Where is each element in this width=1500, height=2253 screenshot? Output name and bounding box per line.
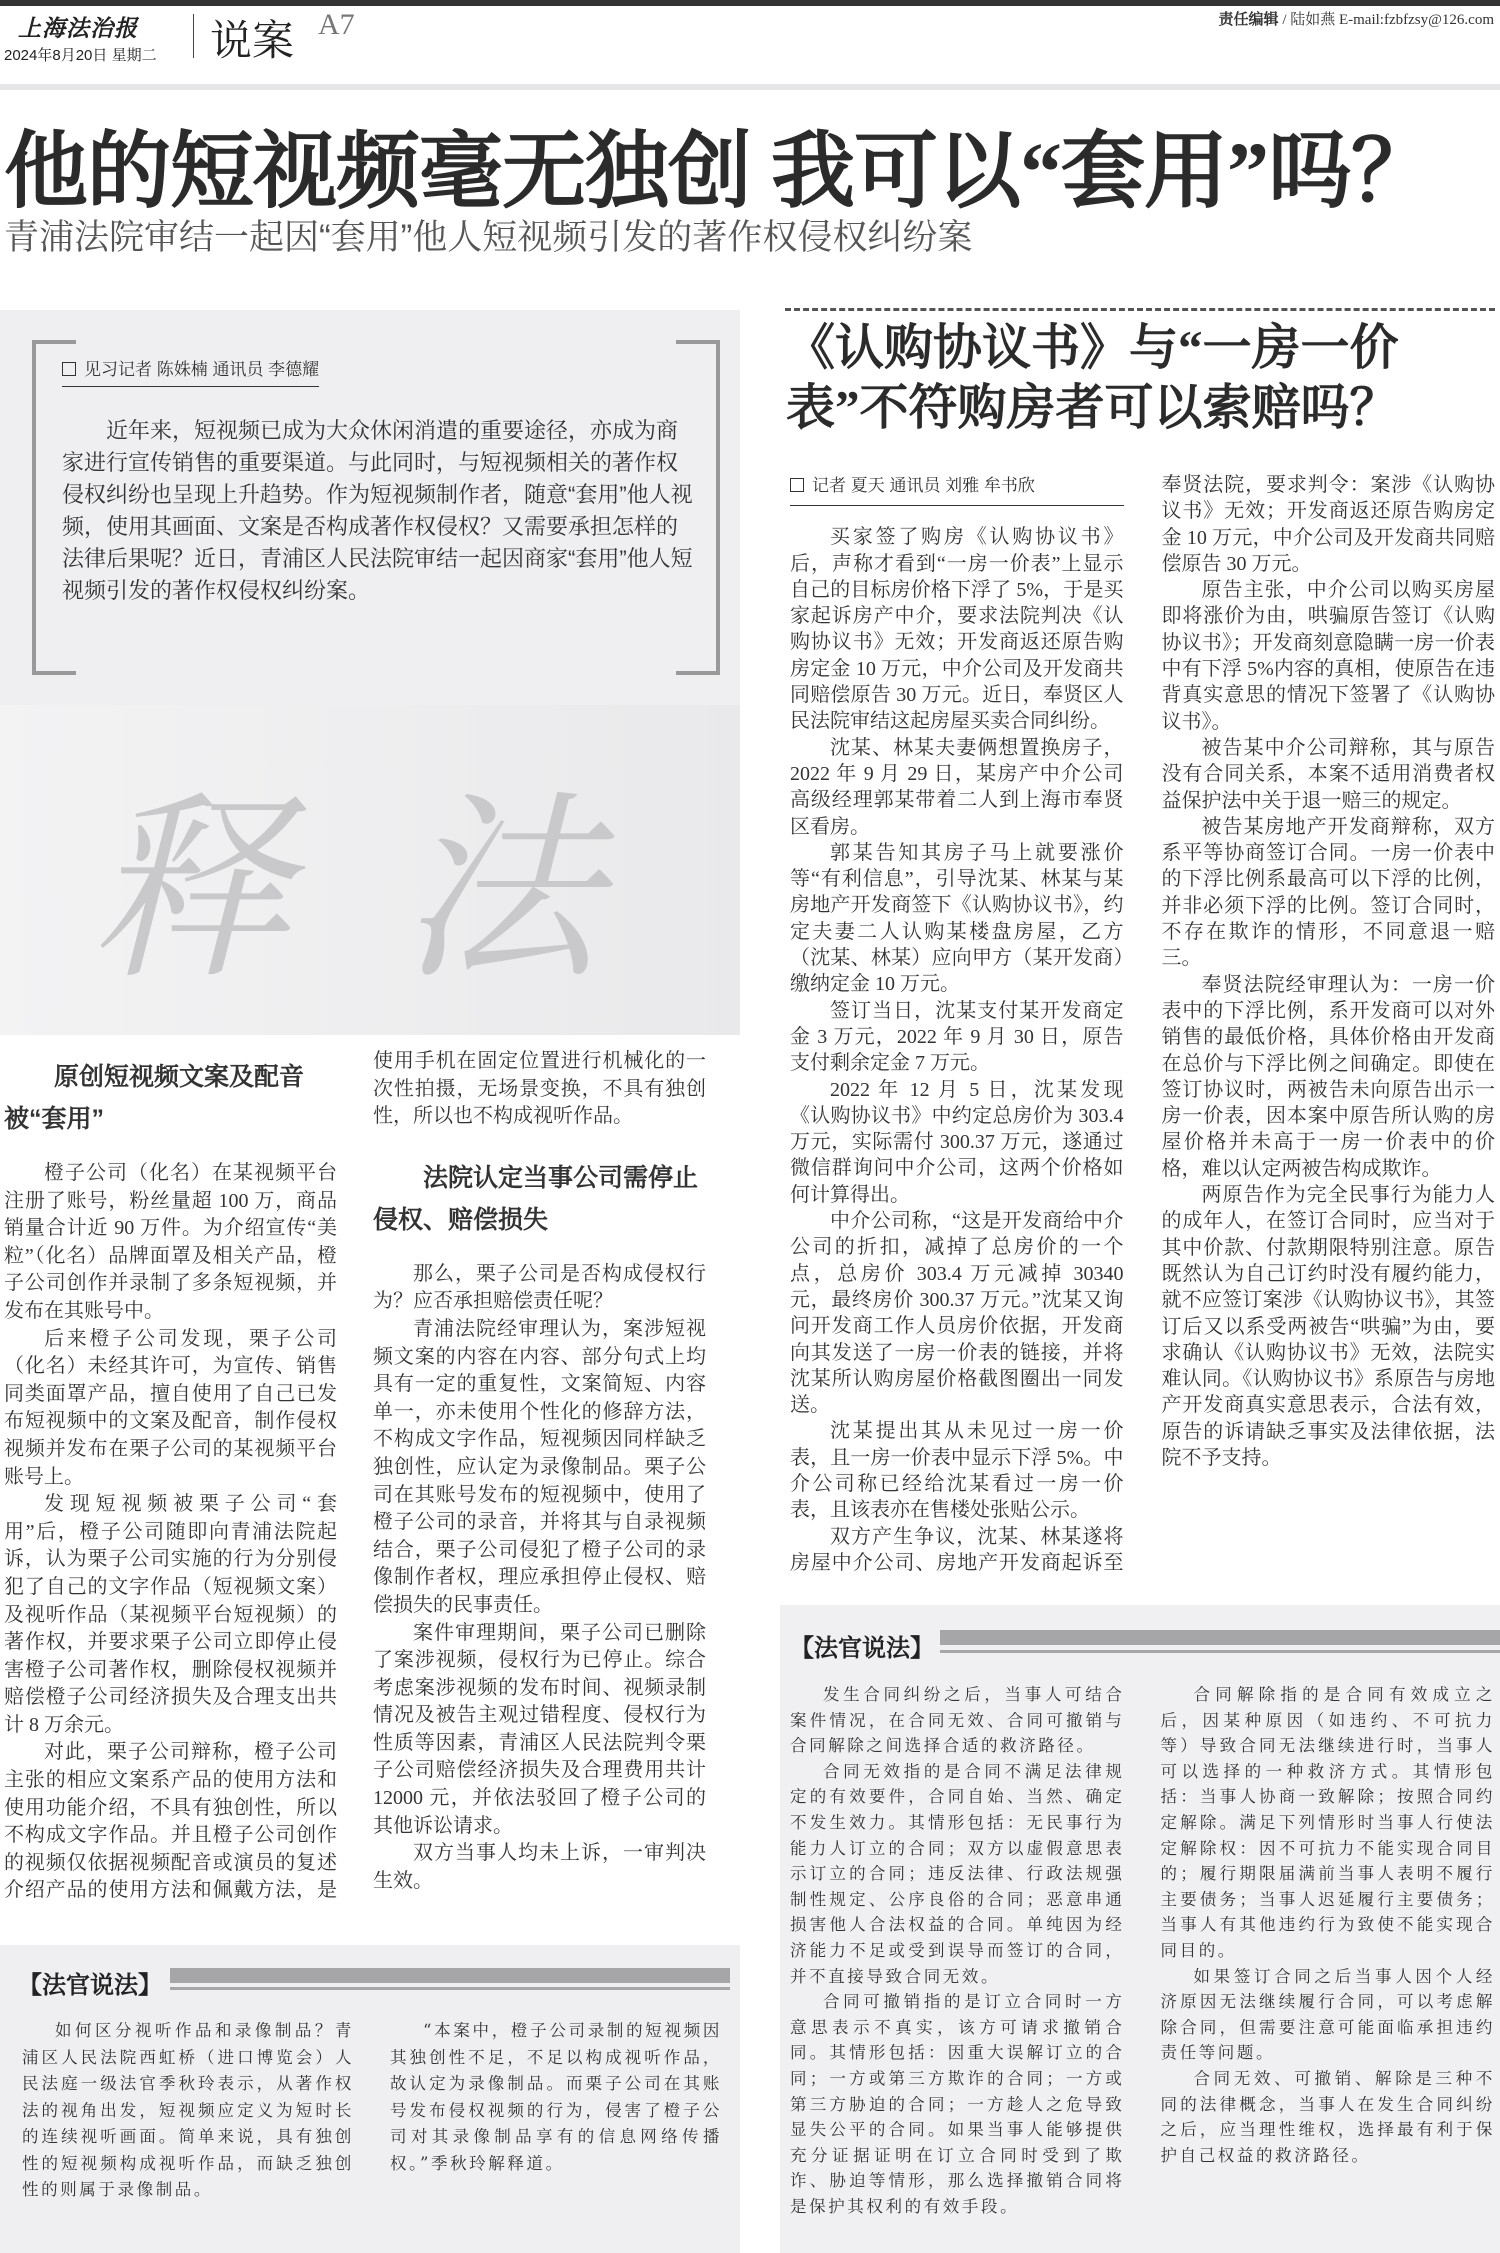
side-byline bbox=[790, 473, 1124, 506]
judge-commentary bbox=[22, 2018, 722, 2238]
side-article-title: 《认购协议书》与“一房一价表”不符购房者可以索赔吗？ bbox=[786, 320, 1399, 435]
paragraph: 沈某提出其从未见过一房一价表，且一房一价表中显示下浮 5%。中介公司称已经给沈某看过一房一价表，且该表亦在售楼处张贴公示。 bbox=[790, 1420, 1124, 1522]
bracket-side bbox=[716, 340, 720, 675]
paragraph: 对此，栗子公司辩称，橙子公司主张的相应文案系产品的使用方法和使用功能介绍，不具有独创性，所以不构成文字作品。并且橙子公司创作的视频仅依据视频配音或演员的复述介绍产品的使用方法和佩戴方法，是使用手机在固定位置进行机械化的一次性拍摄，无场景变换，不具有独创性，所以也不构成视听作品。 bbox=[4, 1050, 706, 1902]
paragraph: 双方产生争议，沈某、林某遂将房屋中介公司、房地产开发商起诉至奉贤法院，要求判令：案涉《认购协议书》无效；开发商返还原告购房定金 10 万元，中介公司及开发商共同赔偿原告 30 万元。 bbox=[790, 474, 1495, 1574]
heading-rule bbox=[940, 1650, 1500, 1653]
paragraph: 原告主张，中介公司以购买房屋即将涨价为由，哄骗原告签订《认购协议书》；开发商刻意隐瞒一房一价表中有下浮 5%内容的真相，使原告在违背真实意思的情况下签署了《认购协议书》。 bbox=[1161, 579, 1495, 733]
intro-box bbox=[32, 340, 720, 675]
judge-heading: 【法官说法】 bbox=[790, 1635, 934, 1662]
paragraph: 2022 年 12 月 5 日，沈某发现《认购协议书》中约定总房价为 303.4 万元，实际需付 300.37 万元，遂通过微信群询问中介公司，这两个价格如何计算得出。 bbox=[790, 1078, 1124, 1206]
intro-paragraph: 近年来，短视频已成为大众休闲消遣的重要途径，亦成为商家进行宣传销售的重要渠道。与此同时，与短视频相关的著作权侵权纠纷也呈现上升趋势。作为短视频制作者，随意“套用”他人视频，使用其画面、文案是否构成著作权侵权？又需要承担怎样的法律后果呢？近日，青浦区人民法院审结一起因商家“套用”他人短视频引发的著作权侵权纠纷案。 bbox=[62, 418, 693, 603]
top-rule bbox=[0, 0, 1500, 6]
subheading: 原创短视频文案及配音被“套用” bbox=[4, 1063, 305, 1133]
paragraph: 青浦法院经审理认为，案涉短视频文案的内容在内容、部分句式上均具有一定的重复性，文案简短、内容单一，亦未使用个性化的修辞方法，不构成文字作品，短视频因同样缺乏独创性，应认定为录像制品。栗子公司在其账号发布的短视频中，使用了橙子公司的录音，并将其与自录视频结合，栗子公司侵犯了橙子公司的录像制作者权，理应承担停止侵权、赔偿损失的民事责任。 bbox=[373, 1317, 706, 1616]
headline: 他的短视频毫无独创 我可以“套用”吗？ bbox=[4, 126, 1435, 219]
issue-date: 2024年8月20日 星期二 bbox=[4, 47, 157, 64]
paragraph: 两原告作为完全民事行为能力人的成年人，在签订合同时，应当对于其中价款、付款期限特别注意。原告既然认为自己订约时没有履约能力，就不应签订案涉《认购协议书》，其签订后又以系受两被告“哄骗”为由，要求确认《认购协议书》无效，法院实难认同。《认购协议书》系原告与房地产开发商真实意思表示，合法有效，原告的诉请缺乏事实及法律依据，法院不予支持。 bbox=[1161, 1184, 1495, 1469]
subtitle: 青浦法院审结一起因“套用”他人短视频引发的著作权侵权纠纷案 bbox=[4, 218, 973, 257]
paragraph: 被告某房地产开发商辩称，双方系平等协商签订合同。一房一价表中的下浮比例系最高可以下浮的比例，并非必须下浮的比例。签订合同时，不存在欺诈的情形，不同意退一赔三。 bbox=[1161, 815, 1495, 970]
square-icon bbox=[62, 362, 76, 376]
paragraph: 合同无效、可撤销、解除是三种不同的法律概念，当事人在发生合同纠纷之后，应当理性维权，选择最有利于保护自己权益的救济路径。 bbox=[1160, 2068, 1495, 2165]
heading-bar bbox=[940, 1630, 1500, 1645]
heading-bar bbox=[170, 1968, 730, 1983]
newspaper-logo: 上海法治报 bbox=[18, 16, 138, 41]
byline-text: 记者 夏天 通讯员 刘雅 牟书欣 bbox=[812, 476, 1035, 495]
paragraph: 那么，栗子公司是否构成侵权行为？应否承担赔偿责任呢？ bbox=[373, 1262, 706, 1313]
bracket-side bbox=[32, 340, 36, 675]
byline-text: 见习记者 陈姝楠 通讯员 李德耀 bbox=[84, 360, 320, 379]
paragraph: 签订当日，沈某支付某开发商定金 3 万元，2022 年 9 月 30 日，原告支付剩余定金 7 万元。 bbox=[790, 999, 1124, 1075]
square-icon bbox=[790, 478, 804, 492]
judge-commentary bbox=[790, 1682, 1495, 2247]
paragraph: 如何区分视听作品和录像制品？青浦区人民法院西虹桥（进口博览会）人民法庭一级法官季秋玲表示，从著作权法的视角出发，短视频应定义为短时长的连续视听画面。简单来说，具有独创性的短视频构成视听作品，而缺乏独创性的则属于录像制品。 bbox=[22, 2021, 354, 2199]
paragraph: 发现短视频被栗子公司“套用”后，橙子公司随即向青浦法院起诉，认为栗子公司实施的行为分别侵犯了自己的文字作品（短视频文案）及视听作品（某视频平台短视频）的著作权，并要求栗子公司立即停止侵害橙子公司著作权，删除侵权视频并赔偿橙子公司经济损失及合理支出共计 8 万余元。 bbox=[4, 1493, 337, 1736]
paragraph: 双方当事人均未上诉，一审判决生效。 bbox=[373, 1842, 706, 1892]
editor-label: 责任编辑 bbox=[1218, 11, 1279, 28]
paragraph: 橙子公司（化名）在某视频平台注册了账号，粉丝量超 100 万，商品销量合计近 90 万件。为介绍宣传“美粒”（化名）品牌面罩及相关产品，橙子公司创作并录制了多条短视频，并发布在其账号中。 bbox=[4, 1162, 337, 1322]
paragraph: 中介公司称，“这是开发商给中介公司的折扣，减掉了总房价的一个点，总房价 303.4 万元减掉 30340 元，最终房价 300.37 万元。”沈某又询问开发商工作人员房价依据，开发商向其发送了一房一价表的链接，并将沈某所认购房屋价格截图圈出一同发送。 bbox=[790, 1210, 1124, 1417]
subheading: 法院认定当事公司需停止侵权、赔偿损失 bbox=[373, 1163, 699, 1234]
paragraph: 合同解除指的是合同有效成立之后，因某种原因（如违约、不可抗力等）导致合同无法继续进行时，当事人可以选择的一种救济方式。其情形包括：当事人协商一致解除；按照合同约定解除。满足下列情形时当事人行使法定解除权：因不可抗力不能实现合同目的；履行期限届满前当事人表明不履行主要债务；当事人迟延履行主要债务；当事人有其他违约行为致使不能实现合同目的。 bbox=[1160, 1685, 1495, 1960]
paragraph: 发生合同纠纷之后，当事人可结合案件情况，在合同无效、合同可撤销与合同解除之间选择合适的救济路径。 bbox=[790, 1685, 1125, 1756]
bracket-corner bbox=[676, 340, 720, 384]
paragraph: 买家签了购房《认购协议书》后，声称才看到“一房一价表”上显示自己的目标房价格下浮了 5%，于是买家起诉房产中介，要求法院判决《认购协议书》无效；开发商返还原告购房定金 10 万元，中介公司及开发商共同赔偿原告 30 万元。近日，奉贤区人民法院审结这起房屋买卖合同纠纷。 bbox=[790, 526, 1124, 733]
section-name: 说案 bbox=[210, 17, 295, 64]
dashed-separator bbox=[785, 308, 1495, 311]
judge-heading: 【法官说法】 bbox=[18, 1972, 162, 1999]
side-article-body bbox=[790, 472, 1495, 1597]
main-byline bbox=[62, 355, 319, 387]
paragraph: 被告某中介公司辩称，其与原告没有合同关系，本案不适用消费者权益保护法中关于退一赔三的规定。 bbox=[1161, 736, 1495, 812]
banner-calligraphy: 释法 bbox=[90, 782, 711, 1003]
paragraph: 如果签订合同之后当事人因个人经济原因无法继续履行合同，可以考虑解除合同，但需要注意可能面临承担违约责任等问题。 bbox=[1160, 1966, 1495, 2063]
paragraph: 合同无效指的是合同不满足法律规定的有效要件，合同自始、当然、确定不发生效力。其情形包括：无民事行为能力人订立的合同；双方以虚假意思表示订立的合同；违反法律、行政法规强制性规定、公序良俗的合同；恶意串通损害他人合法权益的合同。单纯因为经济能力不足或受到误导而签订的合同，并不直接导致合同无效。 bbox=[790, 1761, 1125, 1986]
paragraph: 郭某告知其房子马上就要涨价等“有利信息”，引导沈某、林某与某房地产开发商签下《认购协议书》，约定夫妻二人认购某楼盘房屋，乙方（沈某、林某）应向甲方（某开发商）缴纳定金 10 万元。 bbox=[790, 841, 1124, 996]
header-band bbox=[0, 84, 1500, 90]
paragraph: “本案中，橙子公司录制的短视频因其独创性不足，不足以构成视听作品，故认定为录像制品。而栗子公司在其账号发布侵权视频的行为，侵害了橙子公司对其录像制品享有的信息网络传播权。”季秋玲解释道。 bbox=[390, 2021, 722, 2173]
heading-rule bbox=[170, 1987, 730, 1990]
main-article-body bbox=[4, 1048, 706, 1908]
paragraph: 沈某、林某夫妻俩想置换房子，2022 年 9 月 29 日，某房产中介公司高级经理郭某带着二人到上海市奉贤区看房。 bbox=[790, 736, 1124, 838]
bracket-corner bbox=[676, 631, 720, 675]
editor-contact: / 陆如燕 E-mail:fzbfzsy@126.com bbox=[1278, 12, 1494, 28]
bracket-corner bbox=[32, 631, 76, 675]
header-divider bbox=[193, 14, 194, 58]
paragraph: 合同可撤销指的是订立合同时一方意思表示不真实，该方可请求撤销合同。其情形包括：因重大误解订立的合同；一方或第三方欺诈的合同；一方或第三方胁迫的合同；一方趁人之危导致显失公平的合同。如果当事人能够提供充分证据证明在订立合同时受到了欺诈、胁迫等情形，那么选择撤销合同将是保护其权利的有效手段。 bbox=[790, 1992, 1125, 2216]
paragraph: 案件审理期间，栗子公司已删除了案涉视频，侵权行为已停止。综合考虑案涉视频的发布时间、视频录制情况及被告主观过错程度、侵权行为性质等因素，青浦区人民法院判令栗子公司赔偿经济损失及合理费用共计 12000 元，并依法驳回了橙子公司的其他诉讼请求。 bbox=[373, 1621, 706, 1837]
paragraph: 后来橙子公司发现，栗子公司（化名）未经其许可，为宣传、销售同类面罩产品，擅自使用了自己已发布短视频中的文案及配音，制作侵权视频并发布在栗子公司的某视频平台账号上。 bbox=[4, 1327, 337, 1488]
paragraph: 奉贤法院经审理认为：一房一价表中的下浮比例，系开发商可以对外销售的最低价格，具体价格由开发商在总价与下浮比例之间确定。即使在签订协议时，两被告未向原告出示一房一价表，因本案中原告所认购的房屋价格并未高于一房一价表中的价格，难以认定两被告构成欺诈。 bbox=[1161, 973, 1495, 1180]
page-number: A7 bbox=[318, 8, 355, 41]
editor-credit bbox=[1219, 8, 1494, 29]
